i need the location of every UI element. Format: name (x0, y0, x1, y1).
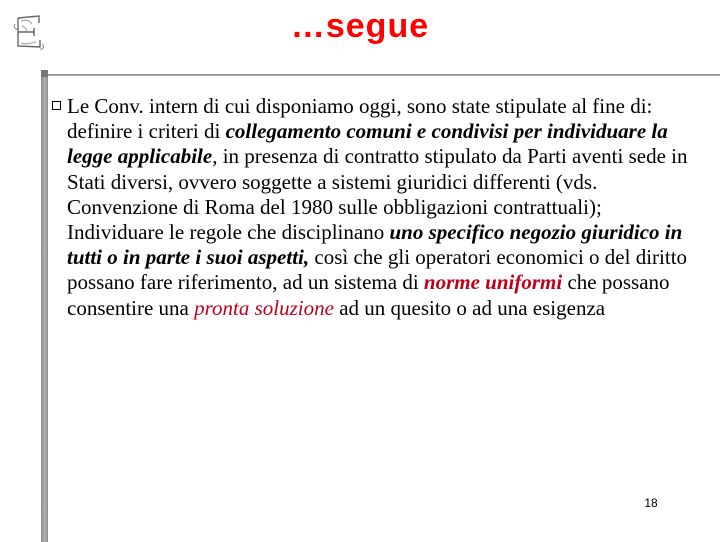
body-paragraph (67, 94, 695, 321)
divider-corner (41, 70, 48, 77)
body-text-5: ad un quesito o ad una esigenza (333, 295, 606, 320)
body-emphasis-pronta-soluzione: pronta soluzione (194, 295, 334, 320)
top-divider (41, 74, 720, 76)
decorative-e-logo-icon (12, 12, 46, 52)
body-emphasis-collegamento: collegamento comuni e condivisi per individuare la legge applicabile (67, 119, 668, 169)
body-text-2: , in presenza di contratto stipulato da Parti aventi sede in Stati diversi, ovvero soggette a sistemi giuridici differenti (vds. Convenzione di Roma del 1980 sulle obbligazioni contrattuali); Individuare le regole che disciplinano (67, 144, 688, 245)
body-text-4: che possano consentire una (67, 270, 670, 320)
body-emphasis-norme-uniformi: norme uniformi (423, 270, 563, 295)
left-divider (41, 70, 48, 542)
slide-title: …segue (290, 7, 430, 45)
body-text-1: Le Conv. intern di cui disponiamo oggi, sono state stipulate al fine di: definire i criteri di (67, 94, 653, 144)
body-emphasis-negozio: uno specifico negozio giuridico in tutti o in parte i suoi aspetti, (67, 220, 683, 270)
bullet-square-icon (52, 101, 61, 110)
body-text-3: così che gli operatori economici o del diritto possano fare riferimento, ad un sistema di (67, 245, 688, 295)
page-number: 18 (644, 496, 658, 510)
